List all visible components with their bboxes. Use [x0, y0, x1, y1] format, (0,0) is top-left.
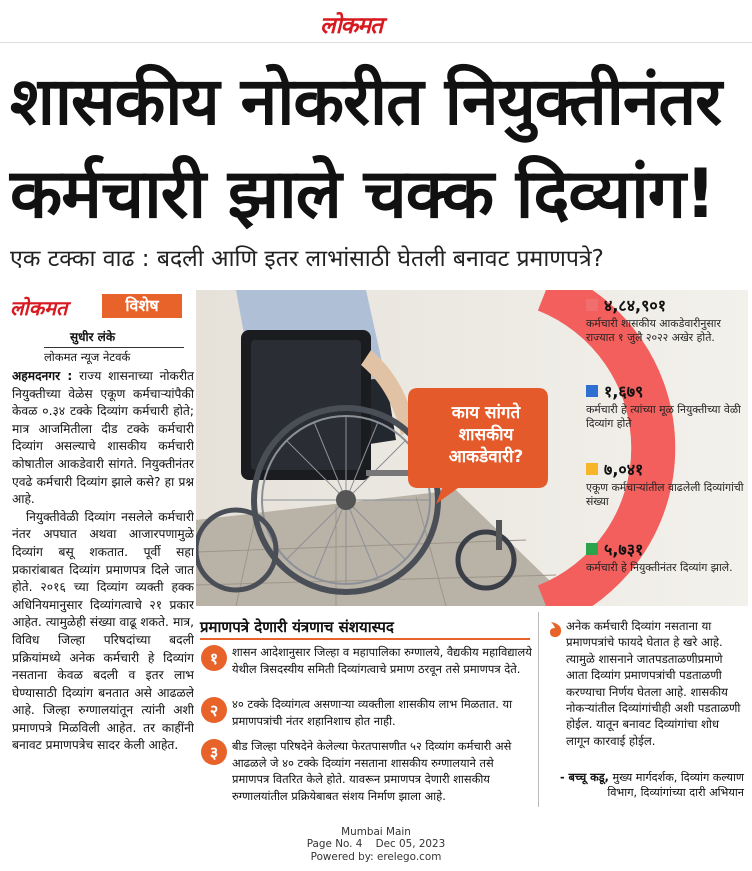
point-number: २: [209, 701, 219, 720]
stat-color-square: [586, 385, 598, 397]
point-number-badge: [200, 644, 228, 672]
stat-item: [586, 380, 748, 431]
headline-line-1: शासकीय नोकरीत नियुक्तीनंतर: [10, 63, 722, 140]
article-paragraph: नियुक्तीवेळी दिव्यांग नसलेले कर्मचारी नंतर अपघात अथवा आजारपणामुळे दिव्यांग बसू शकतात. पूर्वी सहा प्रकारांबाबत दिव्यांग प्रमाणपत्र दिले जात होते. २०१६ च्या दिव्यांग व्यक्ती हक्क अधिनियमानुसार दिव्यांगत्वाचे २१ प्रकार आहेत. त्यामुळेही संख्या वाढू शकते. मात्र, विविध जिल्हा परिषदांच्या बदली प्रक्रियांमध्ये अनेक कर्मचारी हे दिव्यांग नसताना केवळ बदली व इतर लाभ घेण्यासाठी दिव्यांग बनतात असे आढळले आहे. जिल्हा रुग्णालयांतून त्यांनी अशी प्रमाणपत्रे मिळविली आहेत. तर काहींनी बनावट प्रमाणपत्रेच सादर केली आहेत.: [12, 509, 194, 753]
section-tag: [10, 294, 182, 320]
stat-value: ५,७३१: [604, 540, 644, 559]
points-title-rule: [200, 638, 530, 640]
footer-edition: Mumbai Main: [341, 826, 411, 838]
quote-block: [566, 618, 746, 749]
byline-agency: लोकमत न्यूज नेटवर्क: [44, 347, 184, 365]
stat-item: [586, 294, 748, 345]
point-number-badge: [200, 738, 228, 766]
footer-page-date: [0, 838, 752, 850]
page-footer: [0, 826, 752, 863]
quote-attribution: [548, 770, 744, 800]
byline-author: सुधीर लंके: [70, 330, 116, 344]
stat-text: एकूण कर्मचाऱ्यांतील वाढलेली दिव्यांगांची संख्या: [586, 481, 744, 508]
dateline: अहमदनगर :: [12, 369, 73, 383]
stat-item: [586, 458, 748, 509]
stat-color-square: [586, 543, 598, 555]
masthead: [0, 0, 752, 43]
newspaper-logo: लोकमत: [320, 13, 383, 39]
stat-item: [586, 538, 748, 575]
quote-text: अनेक कर्मचारी दिव्यांग नसताना या प्रमाणपत्रांचे फायदे घेतात हे खरे आहे. त्यामुळे शासनाने जातपडताळणीप्रमाणे आता दिव्यांग प्रमाणपत्रांची पडताळणी करण्याचा निर्णय घेतला आहे. शासकीय नोकऱ्यांतील दिव्यांगांचीही अशी पडताळणी होईल. यातून बनावट दिव्यांगांचा शोध लागून कारवाई होईल.: [566, 619, 741, 748]
point-number-badge: [200, 696, 228, 724]
footer-page: Page No. 4: [306, 838, 363, 851]
point-text: बीड जिल्हा परिषदेने केलेल्या फेरतपासणीत ५२ दिव्यांग कर्मचारी असे आढळले जे ४० टक्के दिव्यांग नसताना शासकीय रुग्णालयाने तसे प्रमाणपत्र वितरित केले होते. यावरून प्रमाणपत्र देणारी शासकीय रुग्णालयांतील प्रक्रियेबाबत संशय निर्माण झाला आहे.: [232, 739, 512, 803]
point-text: शासन आदेशानुसार जिल्हा व महापालिका रुग्णालये, वैद्यकीय महाविद्यालये येथील त्रिसदस्यीय समिती दिव्यांगत्वाचे प्रमाण ठरवून तसे प्रमाणपत्र देते.: [232, 645, 532, 676]
quote-author-name: - बच्चू कडू,: [559, 771, 609, 784]
column-divider: [538, 612, 539, 807]
point-number: ३: [209, 743, 219, 762]
stat-color-square: [586, 463, 598, 475]
subheadline: एक टक्का वाढ : बदली आणि इतर लाभांसाठी घेतली बनावट प्रमाणपत्रे?: [10, 246, 604, 272]
stat-value: ४,८४,९०१: [604, 296, 667, 315]
paragraph-text: राज्य शासनाच्या नोकरीत नियुक्तीच्या वेळेस एकूण कर्मचाऱ्यांपैकी केवळ ०.३४ टक्के दिव्यांग कर्मचारी होते; मात्र आजमितीला दीड टक्के कर्मचारी दिव्यांग असल्याचे शासकीय कर्मचारी कोषातील आकडेवारी सांगते. नियुक्तीनंतर एवढे कर्मचारी दिव्यांग झाले कसे? हा प्रश्न आहे.: [12, 369, 194, 507]
infographic-bubble: काय सांगते शासकीय आकडेवारी?: [448, 403, 524, 467]
headline-line-2: कर्मचारी झाले चक्क दिव्यांग!: [10, 155, 716, 234]
section-label: विशेष: [102, 294, 182, 318]
stat-color-square: [586, 299, 598, 311]
footer-powered: Powered by: erelego.com: [310, 850, 442, 863]
point-number: १: [209, 649, 219, 668]
points-title: प्रमाणपत्रे देणारी यंत्रणाच संशयास्पद: [200, 618, 394, 636]
article-paragraph: [12, 368, 194, 509]
footer-date: Dec 05, 2023: [375, 838, 446, 851]
stat-text: कर्मचारी हे नियुक्तीनंतर दिव्यांग झाले.: [586, 561, 733, 574]
stat-value: ७,०४१: [604, 460, 644, 479]
point-text: ४० टक्के दिव्यांगत्व असणाऱ्या व्यक्तीला शासकीय लाभ मिळतात. या प्रमाणपत्रांची नंतर शहानिशाच होत नाही.: [232, 697, 513, 728]
stat-value: १,६७९: [604, 382, 644, 401]
quote-author-role: मुख्य मार्गदर्शक, दिव्यांग कल्याण विभाग, दिव्यांगांच्या दारी अभियान: [607, 771, 744, 799]
stat-text: कर्मचारी शासकीय आकडेवारीनुसार राज्यात १ जुलै २०२२ अखेर होते.: [586, 317, 721, 344]
section-logo: लोकमत: [10, 296, 68, 320]
quote-icon: [548, 620, 564, 638]
article-body: [12, 368, 194, 816]
stat-text: कर्मचारी हे त्यांच्या मूळ नियुक्तीच्या वेळी दिव्यांग होते: [586, 403, 741, 430]
